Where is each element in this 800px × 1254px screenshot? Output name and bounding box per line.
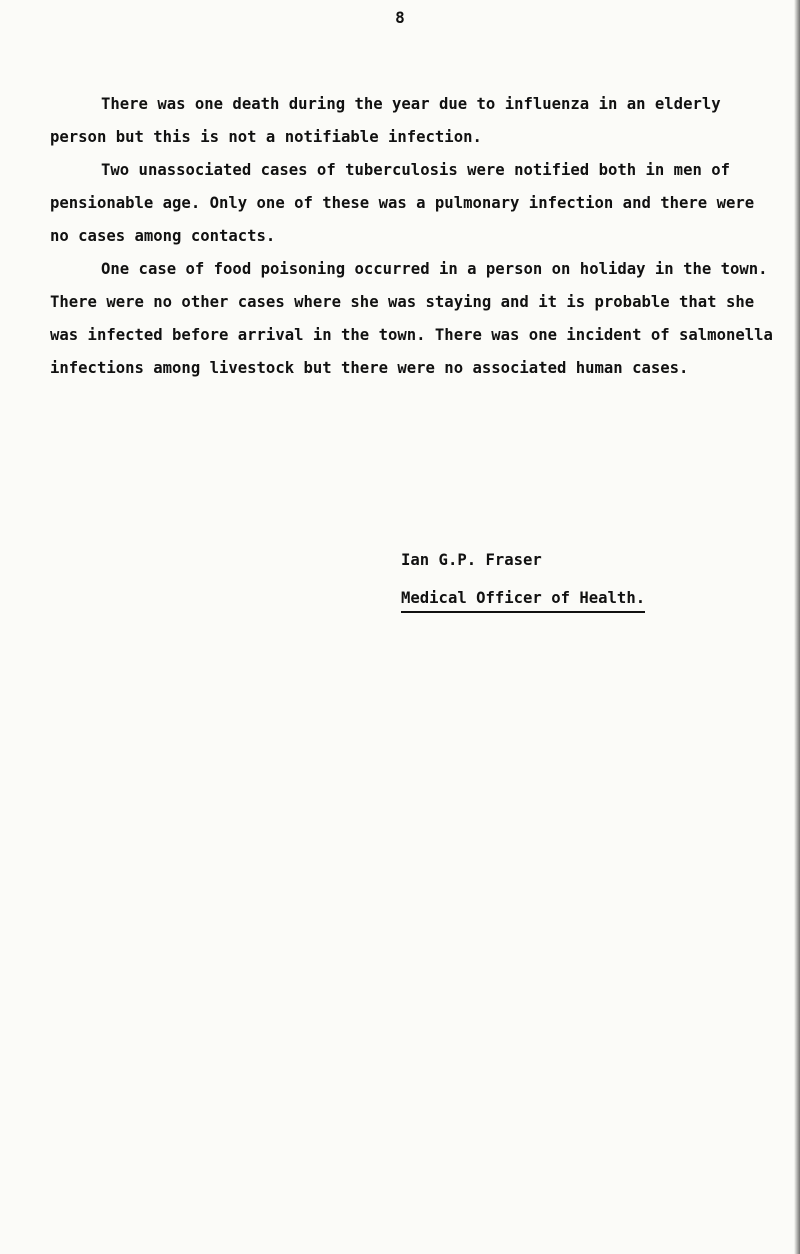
paragraph-influenza-line-1: There was one death during the year due to influenza in an elderly [101, 95, 721, 113]
paragraph-tuberculosis-line-2: pensionable age. Only one of these was a pulmonary infection and there were [50, 194, 755, 212]
paragraph-food-poisoning-line-4: infections among livestock but there were no associated human cases. [50, 359, 689, 377]
paragraph-tuberculosis-line-3: no cases among contacts. [50, 227, 276, 245]
page-number: 8 [395, 8, 405, 27]
page-edge-shadow [794, 0, 800, 1254]
paragraph-food-poisoning-line-3: was infected before arrival in the town. There was one incident of salmonella [50, 326, 773, 344]
signatory-name: Ian G.P. Fraser [401, 551, 542, 569]
signature-block [401, 544, 645, 613]
report-body [50, 88, 780, 385]
paragraph-influenza-line-2: person but this is not a notifiable infection. [50, 128, 482, 146]
paragraph-food-poisoning-line-1: One case of food poisoning occurred in a person on holiday in the town. [101, 260, 768, 278]
signatory-title: Medical Officer of Health. [401, 587, 645, 613]
paragraph-tuberculosis-line-1: Two unassociated cases of tuberculosis were notified both in men of [101, 161, 731, 179]
paragraph-food-poisoning-line-2: There were no other cases where she was staying and it is probable that she [50, 293, 755, 311]
